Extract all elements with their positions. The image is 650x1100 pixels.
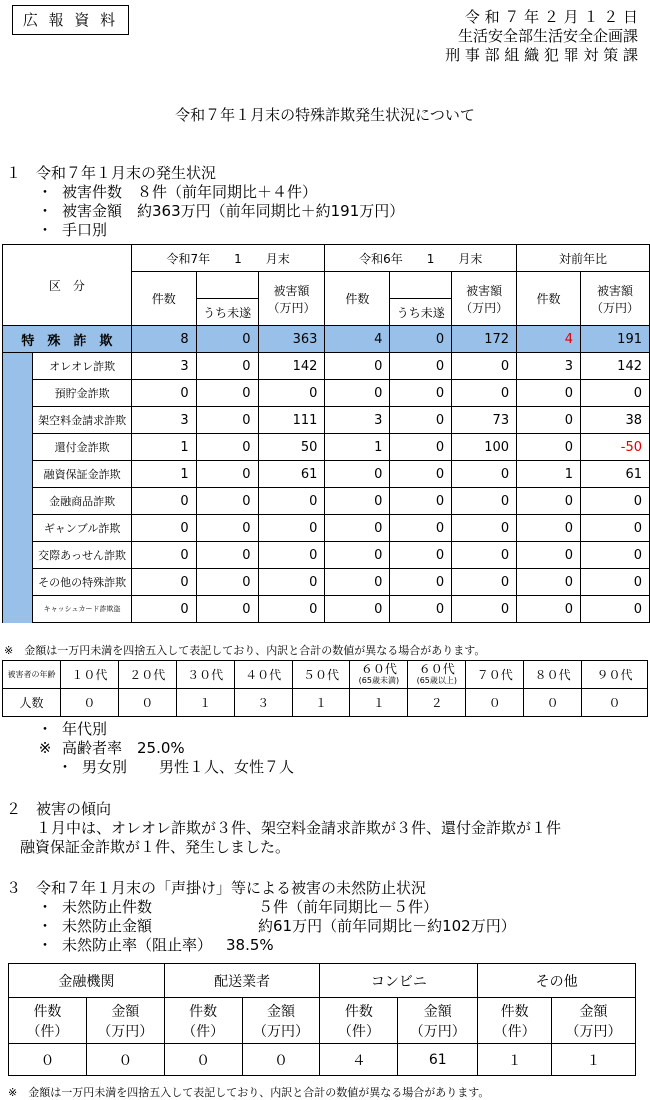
cell: 172 [452, 326, 517, 353]
table-row [3, 542, 650, 569]
fraud-stats-table [2, 244, 650, 623]
category-label: 還付金詐欺 [33, 434, 131, 461]
prevent-rate-label: 未然防止率（阻止率） [62, 936, 213, 954]
section3 [6, 879, 516, 955]
cell: 0 [196, 407, 258, 434]
cell: 0 [452, 353, 517, 380]
cell: 0 [390, 542, 452, 569]
category-label: 交際あっせん詐欺 [33, 542, 131, 569]
bullet: ・ [37, 936, 53, 954]
table-row [3, 488, 650, 515]
head-count: 件数 （件） [9, 998, 87, 1044]
value-cell: ０ [86, 1044, 164, 1076]
cell: 0 [452, 515, 517, 542]
header-count: 件数 [325, 272, 390, 326]
elderly-rate: 高齢者率 25.0% [62, 739, 185, 757]
cell: 0 [390, 380, 452, 407]
value-cell: １ [552, 1044, 636, 1076]
cell: 0 [131, 488, 196, 515]
header-r6: 令和6年 1 月末 [325, 245, 517, 272]
age-head: １０代 [60, 661, 118, 689]
cell: 0 [258, 569, 325, 596]
cell: 0 [131, 569, 196, 596]
release-date: 令 和 ７ 年 ２ 月 １ ２ 日 [464, 8, 638, 26]
cell: 0 [452, 569, 517, 596]
document-title: 令和７年１月末の特殊詐欺発生状況について [175, 106, 475, 124]
cell: 0 [325, 380, 390, 407]
cell: 0 [258, 596, 325, 623]
age-head: ３０代 [176, 661, 234, 689]
prevention-table [8, 963, 636, 1076]
table-row [3, 407, 650, 434]
head-amount: 金額 （万円） [552, 998, 636, 1044]
age-table [2, 660, 648, 717]
trend-line1: １月中は、オレオレ詐欺が３件、架空料金請求詐欺が３件、還付金詐欺が１件 [36, 819, 562, 837]
cell: 0 [452, 461, 517, 488]
cell: 4 [517, 326, 581, 353]
cell: 0 [390, 488, 452, 515]
header-attempted: うち未遂 [390, 299, 452, 326]
cell: 0 [196, 353, 258, 380]
cell: 0 [131, 380, 196, 407]
cell: 0 [452, 380, 517, 407]
cell: 0 [196, 461, 258, 488]
age-head: ５０代 [292, 661, 350, 689]
cat-bank: 金融機関 [9, 964, 165, 998]
age-count: ０ [524, 689, 582, 717]
cell: 0 [517, 542, 581, 569]
cell: 0 [580, 488, 649, 515]
cell: 3 [131, 353, 196, 380]
age-count: １ [292, 689, 350, 717]
cell: 73 [452, 407, 517, 434]
header-count: 件数 [131, 272, 196, 326]
category-label: 架空料金請求詐欺 [33, 407, 131, 434]
bullet: ・ [37, 202, 53, 220]
cell: 0 [517, 434, 581, 461]
cell: 0 [390, 596, 452, 623]
method-label: 手口別 [62, 221, 108, 239]
prevent-amount-label: 未然防止金額 [62, 917, 153, 935]
cell: 0 [325, 488, 390, 515]
prevent-count-value: ５件（前年同期比－５件） [258, 898, 439, 916]
age-count: ０ [60, 689, 118, 717]
prevent-rate-value: 38.5% [226, 936, 274, 954]
cell: 1 [325, 434, 390, 461]
cell: 61 [580, 461, 649, 488]
cell: 0 [131, 596, 196, 623]
cell: 0 [196, 542, 258, 569]
section1 [6, 164, 404, 240]
prevention-note: ※ 金額は一万円未満を四捨五入して表記しており、内訳と合計の数値が異なる場合があります。 [8, 1086, 490, 1099]
age-count: １ [350, 689, 408, 717]
age-head: ６０代 (65歳以上) [408, 661, 466, 689]
value-cell: １ [478, 1044, 552, 1076]
cell: 0 [452, 542, 517, 569]
value-cell: ０ [9, 1044, 87, 1076]
header-yoy: 対前年比 [517, 245, 650, 272]
cell: 0 [325, 515, 390, 542]
head-amount: 金額 （万円） [398, 998, 478, 1044]
age-count: １ [176, 689, 234, 717]
table-row [3, 380, 650, 407]
table-note: ※ 金額は一万円未満を四捨五入して表記しており、内訳と合計の数値が異なる場合があります。 [4, 644, 486, 657]
cell: 0 [196, 488, 258, 515]
press-release-badge: 広 報 資 料 [12, 5, 129, 35]
cell: 0 [390, 434, 452, 461]
cell: 0 [325, 542, 390, 569]
department-1: 生活安全部生活安全企画課 [457, 27, 638, 45]
section3-heading: ３ 令和７年１月末の「声掛け」等による被害の未然防止状況 [6, 879, 427, 897]
table-row [3, 461, 650, 488]
cell: 142 [258, 353, 325, 380]
cell: 0 [325, 353, 390, 380]
gender-label: 男女別 [82, 758, 128, 776]
cell: 0 [196, 596, 258, 623]
age-head: ９０代 [582, 661, 648, 689]
cell: 0 [580, 569, 649, 596]
section1-heading: １ 令和７年１月末の発生状況 [6, 164, 217, 182]
head-count: 件数 （件） [478, 998, 552, 1044]
bullet: ・ [37, 720, 53, 738]
cell: 0 [452, 488, 517, 515]
cell: 0 [258, 488, 325, 515]
cell: 0 [517, 515, 581, 542]
cell: 0 [390, 515, 452, 542]
cell: 0 [131, 542, 196, 569]
cell: 0 [390, 326, 452, 353]
value-cell: ０ [164, 1044, 242, 1076]
cell: 0 [580, 542, 649, 569]
cell: 1 [517, 461, 581, 488]
head-count: 件数 （件） [164, 998, 242, 1044]
category-label: キャッシュカード詐欺盗 [33, 596, 131, 623]
cell: 61 [258, 461, 325, 488]
value-cell: ４ [320, 1044, 398, 1076]
cell: 0 [517, 488, 581, 515]
age-count: ０ [582, 689, 648, 717]
table-row [3, 434, 650, 461]
age-count: ０ [466, 689, 524, 717]
kome-mark: ※ [38, 739, 52, 757]
cell: 0 [390, 461, 452, 488]
row-group-bar [3, 353, 33, 623]
cell: 0 [196, 515, 258, 542]
cell: 0 [131, 515, 196, 542]
cell: 50 [258, 434, 325, 461]
cell: 111 [258, 407, 325, 434]
cell: 0 [325, 461, 390, 488]
head-amount: 金額 （万円） [86, 998, 164, 1044]
cell: 8 [131, 326, 196, 353]
department-2: 刑 事 部 組 織 犯 罪 対 策 課 [445, 46, 638, 64]
cell: 363 [258, 326, 325, 353]
category-label: ギャンブル詐欺 [33, 515, 131, 542]
cell: 1 [131, 461, 196, 488]
age-head: ４０代 [234, 661, 292, 689]
prevent-count-label: 未然防止件数 [62, 898, 153, 916]
cell: 0 [517, 380, 581, 407]
table-row-total [3, 326, 650, 353]
age-count: ２ [408, 689, 466, 717]
cell: 4 [325, 326, 390, 353]
total-label: 特 殊 詐 欺 [3, 326, 132, 353]
cell: 191 [580, 326, 649, 353]
section2 [6, 800, 561, 857]
cell: 3 [517, 353, 581, 380]
age-count: ０ [118, 689, 176, 717]
cell: 0 [580, 515, 649, 542]
cell: 1 [131, 434, 196, 461]
cell: 0 [325, 569, 390, 596]
cell: 0 [196, 434, 258, 461]
cat-convenience: コンビニ [320, 964, 478, 998]
value-cell: 61 [398, 1044, 478, 1076]
count-label: 人数 [3, 689, 61, 717]
cell: 38 [580, 407, 649, 434]
header-info [445, 8, 638, 65]
bullet: ・ [57, 758, 73, 776]
cell: 0 [196, 380, 258, 407]
damage-amount: 被害金額 約363万円（前年同期比＋約191万円） [62, 202, 405, 220]
header-attempted: うち未遂 [196, 299, 258, 326]
category-label: 預貯金詐欺 [33, 380, 131, 407]
table-row [3, 569, 650, 596]
cell: 0 [580, 596, 649, 623]
cell: 3 [131, 407, 196, 434]
cell: 0 [517, 569, 581, 596]
bullet: ・ [37, 898, 53, 916]
cell: 0 [517, 596, 581, 623]
cell: 0 [258, 542, 325, 569]
table-row [3, 515, 650, 542]
value-cell: ０ [242, 1044, 320, 1076]
header-amount: 被害額 （万円） [580, 272, 649, 326]
head-amount: 金額 （万円） [242, 998, 320, 1044]
bullet: ・ [37, 917, 53, 935]
cell: 0 [258, 515, 325, 542]
cell: 0 [390, 407, 452, 434]
head-count: 件数 （件） [320, 998, 398, 1044]
age-head: ７０代 [466, 661, 524, 689]
cat-delivery: 配送業者 [164, 964, 320, 998]
cell: 0 [452, 596, 517, 623]
age-head: ８０代 [524, 661, 582, 689]
table-row [3, 353, 650, 380]
bullet: ・ [37, 183, 53, 201]
cell: 0 [390, 569, 452, 596]
header-r7: 令和7年 1 月末 [131, 245, 325, 272]
header-count: 件数 [517, 272, 581, 326]
age-head: ２０代 [118, 661, 176, 689]
cell: 0 [258, 380, 325, 407]
table-row [3, 596, 650, 623]
category-label: オレオレ詐欺 [33, 353, 131, 380]
header-amount: 被害額 （万円） [452, 272, 517, 326]
damage-count: 被害件数 ８件（前年同期比＋４件） [62, 183, 318, 201]
age-head: ６０代 (65歳未満) [350, 661, 408, 689]
cell: 0 [196, 326, 258, 353]
bullet: ・ [37, 221, 53, 239]
cell: -50 [580, 434, 649, 461]
gender-value: 男性１人、女性７人 [159, 758, 295, 776]
header-amount: 被害額 （万円） [258, 272, 325, 326]
age-count: ３ [234, 689, 292, 717]
prevent-amount-value: 約61万円（前年同期比－約102万円） [258, 917, 516, 935]
cell: 100 [452, 434, 517, 461]
trend-line2: 融資保証金詐欺が１件、発生しました。 [20, 838, 291, 856]
cell: 0 [390, 353, 452, 380]
category-label: 融資保証金詐欺 [33, 461, 131, 488]
cat-other: その他 [478, 964, 636, 998]
section2-heading: ２ 被害の傾向 [6, 800, 112, 818]
cell: 0 [325, 596, 390, 623]
header-category: 区 分 [3, 245, 132, 326]
cell: 0 [580, 380, 649, 407]
category-label: 金融商品詐欺 [33, 488, 131, 515]
category-label: その他の特殊詐欺 [33, 569, 131, 596]
cell: 3 [325, 407, 390, 434]
cell: 0 [196, 569, 258, 596]
cell: 142 [580, 353, 649, 380]
demographics [28, 720, 294, 777]
cell: 0 [517, 407, 581, 434]
age-head-label: 被害者の年齢 [3, 661, 61, 689]
age-label: 年代別 [62, 720, 108, 738]
